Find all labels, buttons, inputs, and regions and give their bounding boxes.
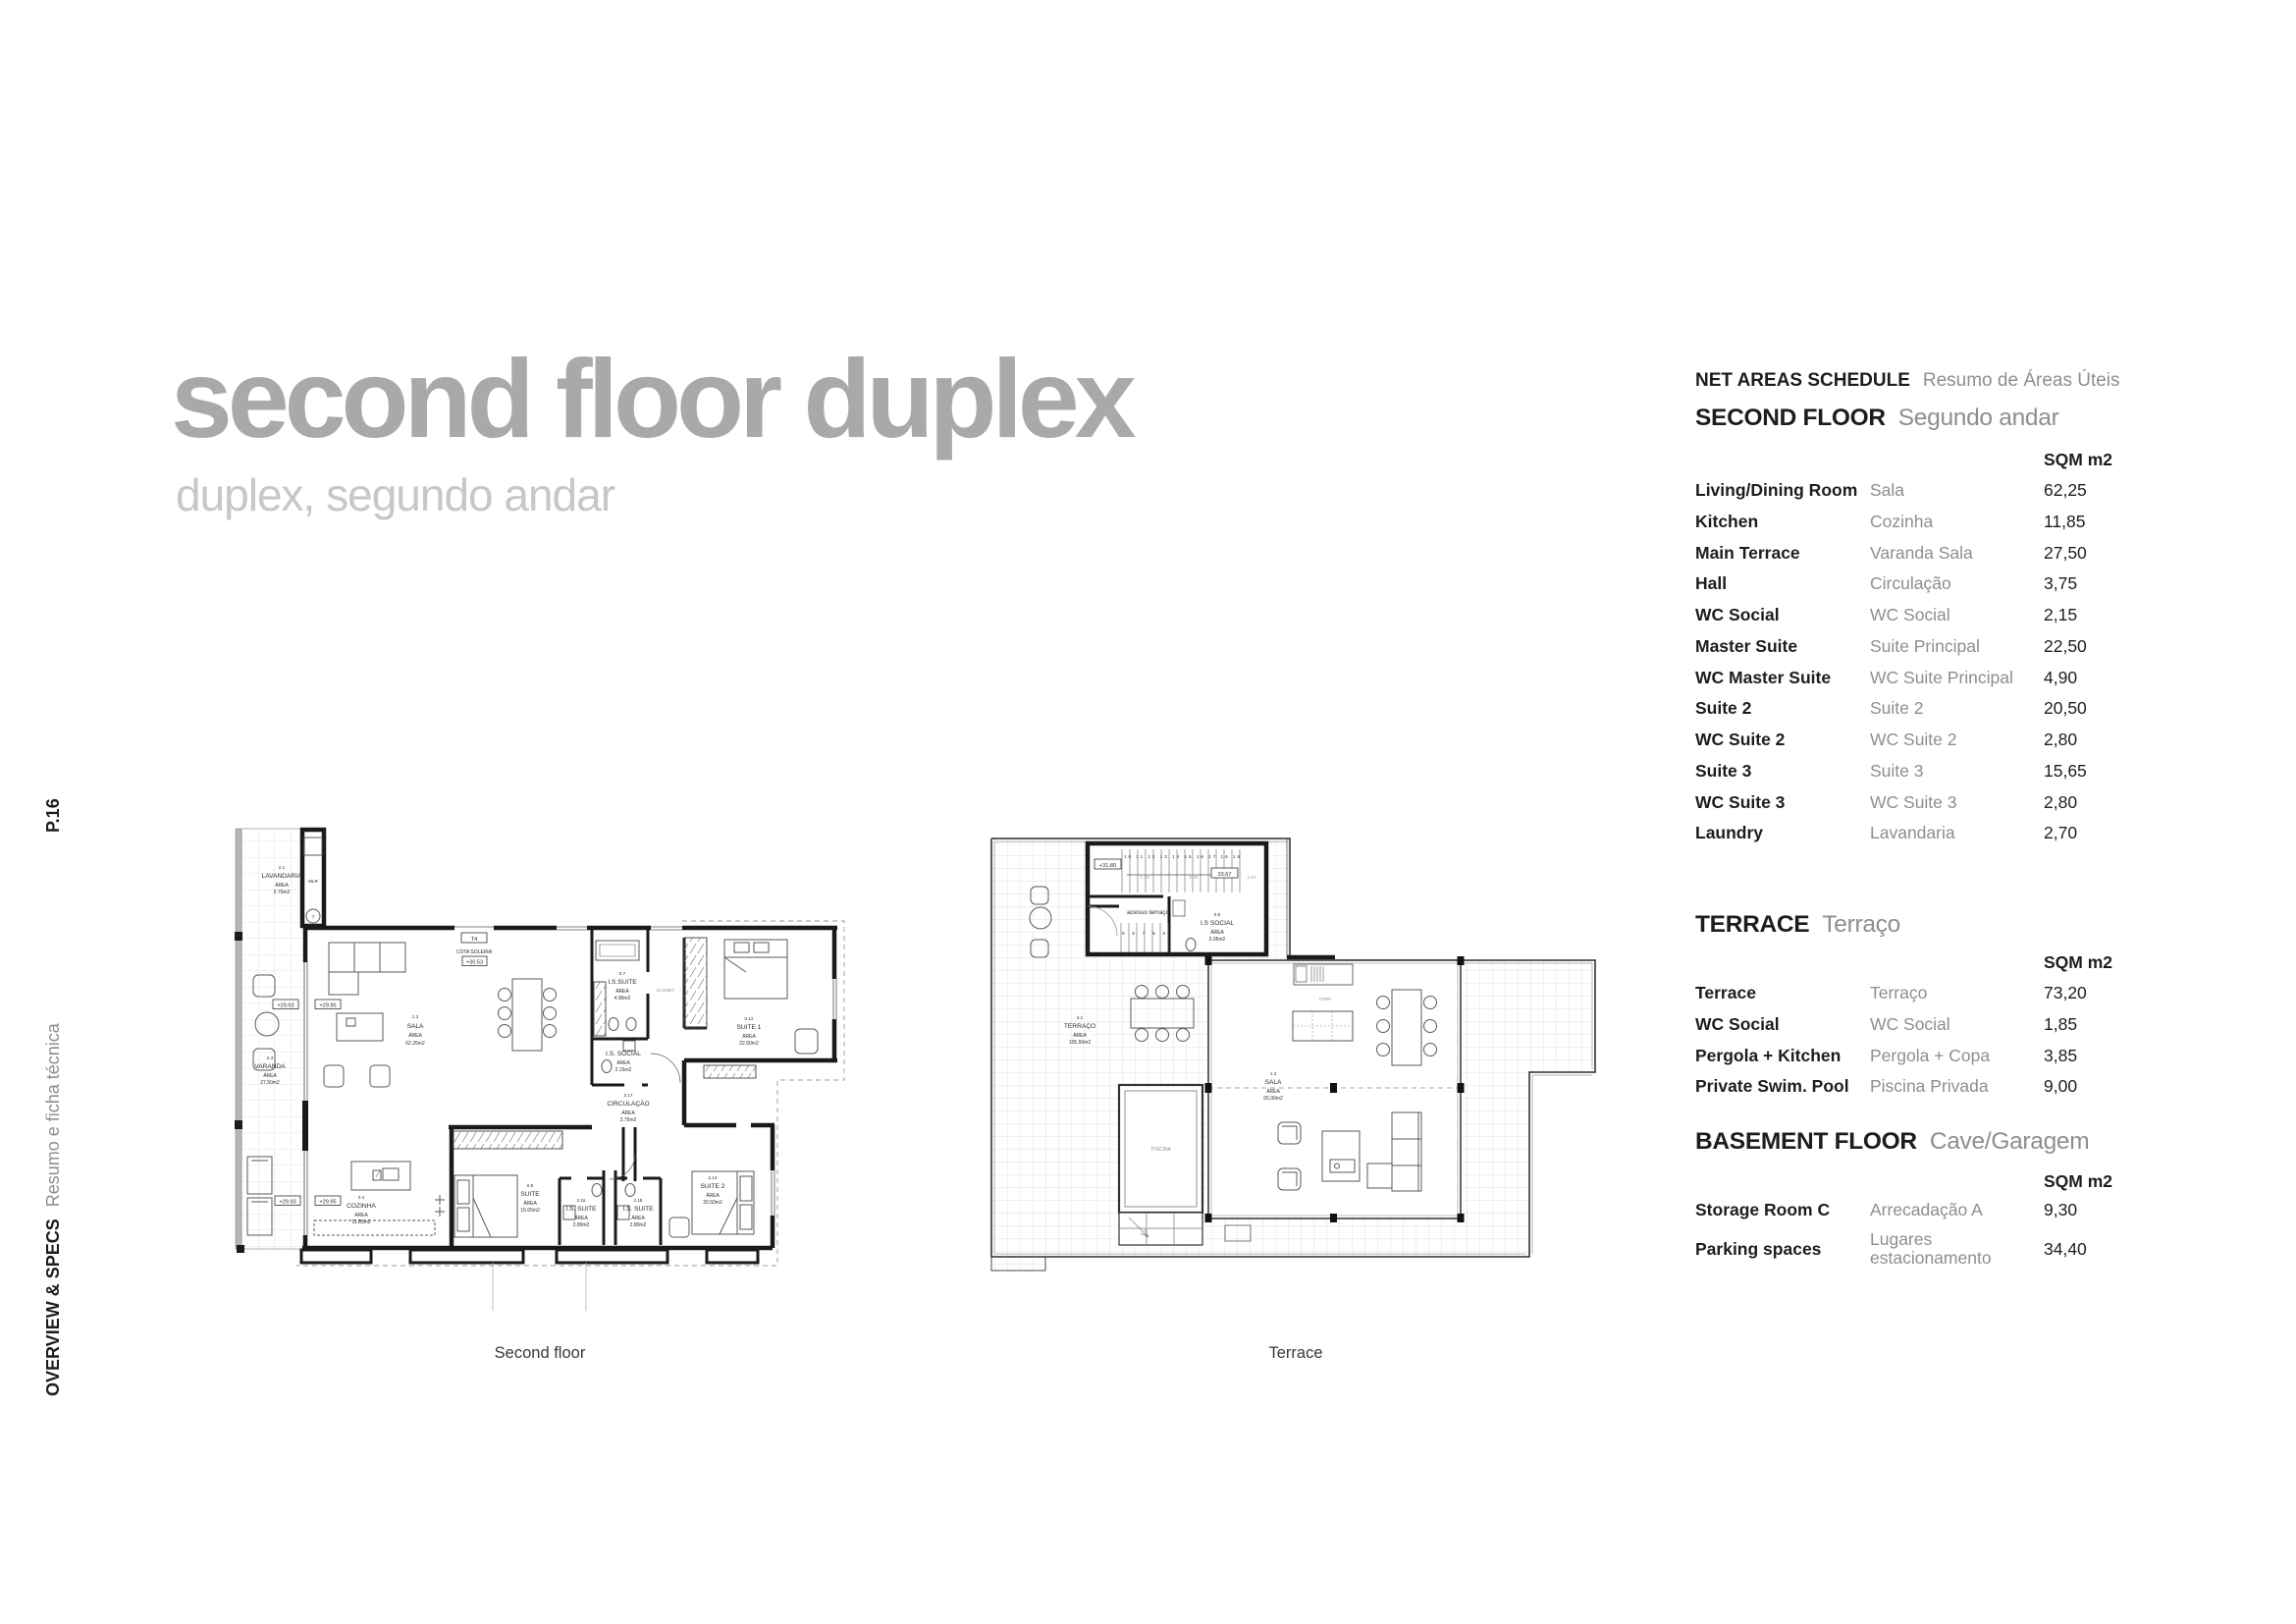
room-label-sala2: ÁREA (1266, 1089, 1280, 1095)
elev-box: +29.95 (319, 1199, 337, 1206)
room-label-suite2: 2.14 (708, 1175, 718, 1180)
table-row (1695, 475, 2284, 507)
dim-label: 2.67 (1247, 876, 1256, 881)
section-name: BASEMENT FLOOR (1695, 1128, 1917, 1155)
unit-header: SQM m2 (2044, 952, 2113, 972)
room-label-circulacao: 2.17 (623, 1093, 633, 1098)
room-label-cozinha: 11.85m2 (351, 1219, 371, 1225)
row-pt: Suite Principal (1870, 635, 1980, 656)
row-en: WC Suite 3 (1695, 791, 1786, 812)
plan-caption-second-floor: Second floor (494, 1344, 586, 1362)
row-sqm: 20,50 (2044, 698, 2087, 719)
cota-value-box: +30.53 (465, 959, 484, 966)
sidebar-subtitle: Resumo e ficha técnica (43, 1023, 63, 1208)
room-label-issuite215: 2.80m2 (629, 1222, 647, 1228)
row-pt: WC Social (1870, 1013, 1950, 1034)
room-label-issocial: I.S. SOCIAL (606, 1051, 641, 1057)
room-label-issuite07: I.S.SUITE (608, 979, 637, 986)
schedule-title-en: NET AREAS SCHEDULE (1695, 370, 1910, 391)
room-label-circulacao: 3.75m2 (619, 1117, 637, 1123)
row-sqm: 22,50 (2044, 635, 2087, 656)
row-en: Hall (1695, 573, 1728, 594)
room-label-lavandaria: LAVANDARIA (261, 873, 302, 880)
table-row (1695, 787, 2284, 819)
table-row (1695, 693, 2284, 725)
row-sqm: 2,80 (2044, 791, 2078, 812)
room-label-social: 2.05m2 (1208, 937, 1226, 943)
row-sqm: 3,85 (2044, 1045, 2078, 1065)
room-label-issuite07: 0.7 (618, 971, 626, 976)
room-label-cozinha: COZINHA (347, 1203, 376, 1210)
row-pt: Lugares estacionamento (1870, 1229, 1992, 1269)
table-row (1695, 1195, 2284, 1226)
room-label-sala: 62.25m2 (405, 1041, 425, 1047)
porch-stubs (301, 1250, 758, 1263)
stair-numbers-up: 10 11 12 13 14 15 16 17 18 19 (1124, 854, 1240, 859)
row-sqm: 9,00 (2044, 1076, 2078, 1097)
row-pt: Sala (1870, 480, 1905, 500)
table-row (1695, 538, 2284, 569)
table-row (1695, 1071, 2284, 1103)
plan-marks (273, 933, 493, 1206)
row-en: Terrace (1695, 983, 1756, 1002)
room-label-suite: SUITE (520, 1191, 540, 1198)
room-label-sala2: 65,00m2 (1263, 1096, 1283, 1102)
row-en: Kitchen (1695, 511, 1759, 531)
page-number: P.16 (43, 798, 63, 833)
room-label-issuite215: I.S. SUITE (622, 1206, 654, 1213)
table-row (1695, 600, 2284, 631)
room-label-suite: 0.9 (526, 1183, 534, 1188)
room-label-varanda: ÁREA (263, 1073, 277, 1079)
room-label-suite1: 22.50m2 (739, 1041, 759, 1047)
row-sqm: 34,40 (2044, 1238, 2087, 1259)
row-pt: WC Suite 2 (1870, 730, 1957, 749)
room-label-issuite216: ÁREA (574, 1216, 588, 1221)
room-label-lavandaria: ÁREA (275, 883, 289, 889)
room-label-lavandaria: 2.1 (278, 865, 286, 870)
row-sqm: 2,15 (2044, 605, 2078, 624)
row-pt: Piscina Privada (1870, 1076, 1989, 1097)
axis-lines (493, 1263, 586, 1311)
unit-header: SQM m2 (2044, 1171, 2113, 1191)
row-pt: WC Suite 3 (1870, 791, 1957, 812)
room-label-suite: ÁREA (523, 1201, 537, 1207)
shaft-label: MLR (308, 879, 318, 884)
room-label-issocial: 2.15m2 (614, 1067, 632, 1073)
room-label-terraco: ÁREA (1073, 1033, 1087, 1039)
dim-label: 2.40 (1189, 876, 1199, 881)
room-label-issuite215: ÁREA (631, 1216, 645, 1221)
row-sqm: 1,85 (2044, 1013, 2078, 1034)
row-pt: WC Suite Principal (1870, 667, 2013, 687)
table-row (1695, 663, 2284, 694)
row-en: Private Swim. Pool (1695, 1076, 1849, 1097)
stair-numbers-down: 9 8 7 6 5 (1122, 931, 1165, 936)
elev-box: +29.95 (319, 1002, 337, 1009)
room-label-varanda: VARANDA (254, 1063, 286, 1070)
varanda-terrace-strip (235, 829, 304, 1253)
room-label-sala: 1.3 (411, 1014, 419, 1019)
row-sqm: 15,65 (2044, 760, 2087, 781)
section-name-pt: Cave/Garagem (1929, 1128, 2090, 1155)
room-label-suite1: ÁREA (742, 1034, 756, 1040)
room-label-suite1: SUITE 1 (736, 1024, 762, 1031)
row-sqm: 9,30 (2044, 1200, 2078, 1219)
row-sqm: 27,50 (2044, 542, 2087, 563)
table-row (1695, 756, 2284, 787)
table-row (1695, 568, 2284, 600)
sidebar-title: OVERVIEW & SPECS (43, 1218, 63, 1396)
furniture (247, 838, 818, 1237)
closet-label: CLOSET (656, 988, 675, 993)
row-sqm: 4,90 (2044, 667, 2078, 687)
row-en: WC Master Suite (1695, 667, 1832, 687)
room-label-issuite216: 2.16 (576, 1198, 586, 1203)
room-label-sala2: 1.3 (1269, 1071, 1277, 1076)
room-label-cozinha: 0.4 (357, 1195, 365, 1200)
row-en: Pergola + Kitchen (1695, 1045, 1842, 1065)
room-label-social: 0.5 (1213, 912, 1221, 917)
section-name-pt: Terraço (1822, 911, 1900, 938)
floorplan-terrace (982, 830, 1649, 1291)
elev-box: +29.93 (279, 1199, 296, 1206)
sala-pavilion (1205, 956, 1465, 1241)
row-sqm: 11,85 (2044, 511, 2086, 531)
unit-header: SQM m2 (2044, 450, 2113, 469)
table-row (1695, 1226, 2284, 1272)
pool (1119, 1085, 1202, 1245)
room-label-issuite216: 2.80m2 (572, 1222, 590, 1228)
row-en: Parking spaces (1695, 1238, 1822, 1259)
copa-label: COPA (1318, 997, 1332, 1001)
room-label-lavandaria: 2.70m2 (273, 890, 291, 895)
row-en: WC Suite 2 (1695, 730, 1786, 749)
plan-caption-terrace: Terrace (1268, 1344, 1323, 1362)
room-label-issuite07: ÁREA (615, 989, 629, 995)
row-en: Living/Dining Room (1695, 480, 1858, 500)
section-heading-basement (1695, 1128, 2089, 1156)
room-label-cozinha: ÁREA (354, 1213, 368, 1218)
row-en: Storage Room C (1695, 1200, 1831, 1219)
row-pt: Cozinha (1870, 511, 1934, 531)
room-label-sala2: SALA (1264, 1079, 1282, 1086)
room-label-varanda: 2.3 (266, 1056, 274, 1060)
section-name: SECOND FLOOR (1695, 405, 1886, 431)
row-sqm: 2,70 (2044, 823, 2078, 843)
row-en: WC Social (1695, 605, 1780, 624)
row-sqm: 3,75 (2044, 573, 2078, 594)
room-label-circulacao: ÁREA (621, 1110, 635, 1116)
room-label-social: ÁREA (1210, 930, 1224, 936)
row-en: Laundry (1695, 823, 1764, 843)
room-label-suite2: ÁREA (706, 1193, 720, 1199)
schedule-title-pt: Resumo de Áreas Úteis (1922, 370, 2120, 391)
table-row (1695, 978, 2284, 1009)
room-label-varanda: 27.50m2 (260, 1080, 280, 1086)
page-subtitle: duplex, segundo andar (176, 469, 615, 520)
table-terrace (1695, 978, 2284, 1103)
pool-label: PISCINA (1150, 1147, 1172, 1153)
row-en: Main Terrace (1695, 542, 1800, 563)
row-en: WC Social (1695, 1013, 1780, 1034)
row-en: Suite 3 (1695, 760, 1752, 781)
room-label-terraco: TERRAÇO (1063, 1023, 1096, 1030)
stair-access-label: acesso terraço (1127, 909, 1170, 916)
room-label-issuite215: 2.15 (633, 1198, 643, 1203)
length-box: 33.67 (1217, 872, 1232, 878)
table-row (1695, 507, 2284, 538)
cota-soleira-label: COTA SOLEIRA (455, 949, 493, 955)
row-pt: Varanda Sala (1870, 542, 1973, 563)
table-row (1695, 818, 2284, 849)
row-sqm: 62,25 (2044, 480, 2087, 500)
room-label-terraco: 3.1 (1076, 1015, 1084, 1020)
elev-box: +29.93 (277, 1002, 294, 1009)
section-heading-second-floor (1695, 405, 2058, 432)
room-label-social: I.S SOCIAL (1200, 920, 1235, 927)
section-name-pt: Segundo andar (1897, 405, 2059, 431)
row-sqm: 73,20 (2044, 983, 2087, 1002)
room-label-issuite216: I.S. SUITE (565, 1206, 597, 1213)
roof-overhang-dashed (296, 921, 844, 1266)
room-label-issuite07: 4.90m2 (614, 996, 631, 1001)
room-label-terraco: 105.50m2 (1068, 1040, 1092, 1046)
section-heading-terrace (1695, 911, 1900, 939)
row-en: Master Suite (1695, 635, 1798, 656)
table-second-floor (1695, 475, 2284, 849)
row-sqm: 2,80 (2044, 730, 2078, 749)
room-labels (254, 865, 761, 1228)
room-label-sala: ÁREA (408, 1033, 422, 1039)
room-label-suite2: SUITE 2 (700, 1183, 725, 1190)
row-pt: Suite 2 (1870, 698, 1924, 719)
room-label-suite1: 0.12 (744, 1016, 754, 1021)
row-en: Suite 2 (1695, 698, 1752, 719)
table-row (1695, 725, 2284, 756)
elev-box: +31.80 (1098, 863, 1117, 869)
row-pt: Arrecadação A (1870, 1200, 1983, 1219)
table-row (1695, 631, 2284, 663)
room-label-issocial: ÁREA (616, 1060, 630, 1066)
floorplan-second-floor (226, 825, 854, 1316)
table-row (1695, 1041, 2284, 1072)
wardrobes (454, 938, 756, 1149)
row-pt: Terraço (1870, 983, 1928, 1002)
page-title: second floor duplex (171, 337, 1132, 460)
row-pt: WC Social (1870, 605, 1950, 624)
sidebar-section-label (43, 1023, 64, 1396)
room-label-suite: 15.65m2 (520, 1208, 540, 1214)
duct-label: T (311, 914, 315, 920)
section-name: TERRACE (1695, 911, 1810, 938)
table-basement (1695, 1195, 2284, 1272)
dim-label: 1.20 (1140, 876, 1149, 881)
room-label-sala: SALA (406, 1023, 424, 1030)
unit-type-box: T4 (470, 937, 478, 943)
schedule-title (1695, 370, 2120, 392)
table-row (1695, 1009, 2284, 1041)
row-pt: Pergola + Copa (1870, 1045, 1991, 1065)
row-pt: Circulação (1870, 573, 1951, 594)
room-label-circulacao: CIRCULAÇÃO (607, 1101, 650, 1108)
room-label-suite2: 20.50m2 (703, 1200, 722, 1206)
row-pt: Suite 3 (1870, 760, 1924, 781)
row-pt: Lavandaria (1870, 823, 1955, 843)
